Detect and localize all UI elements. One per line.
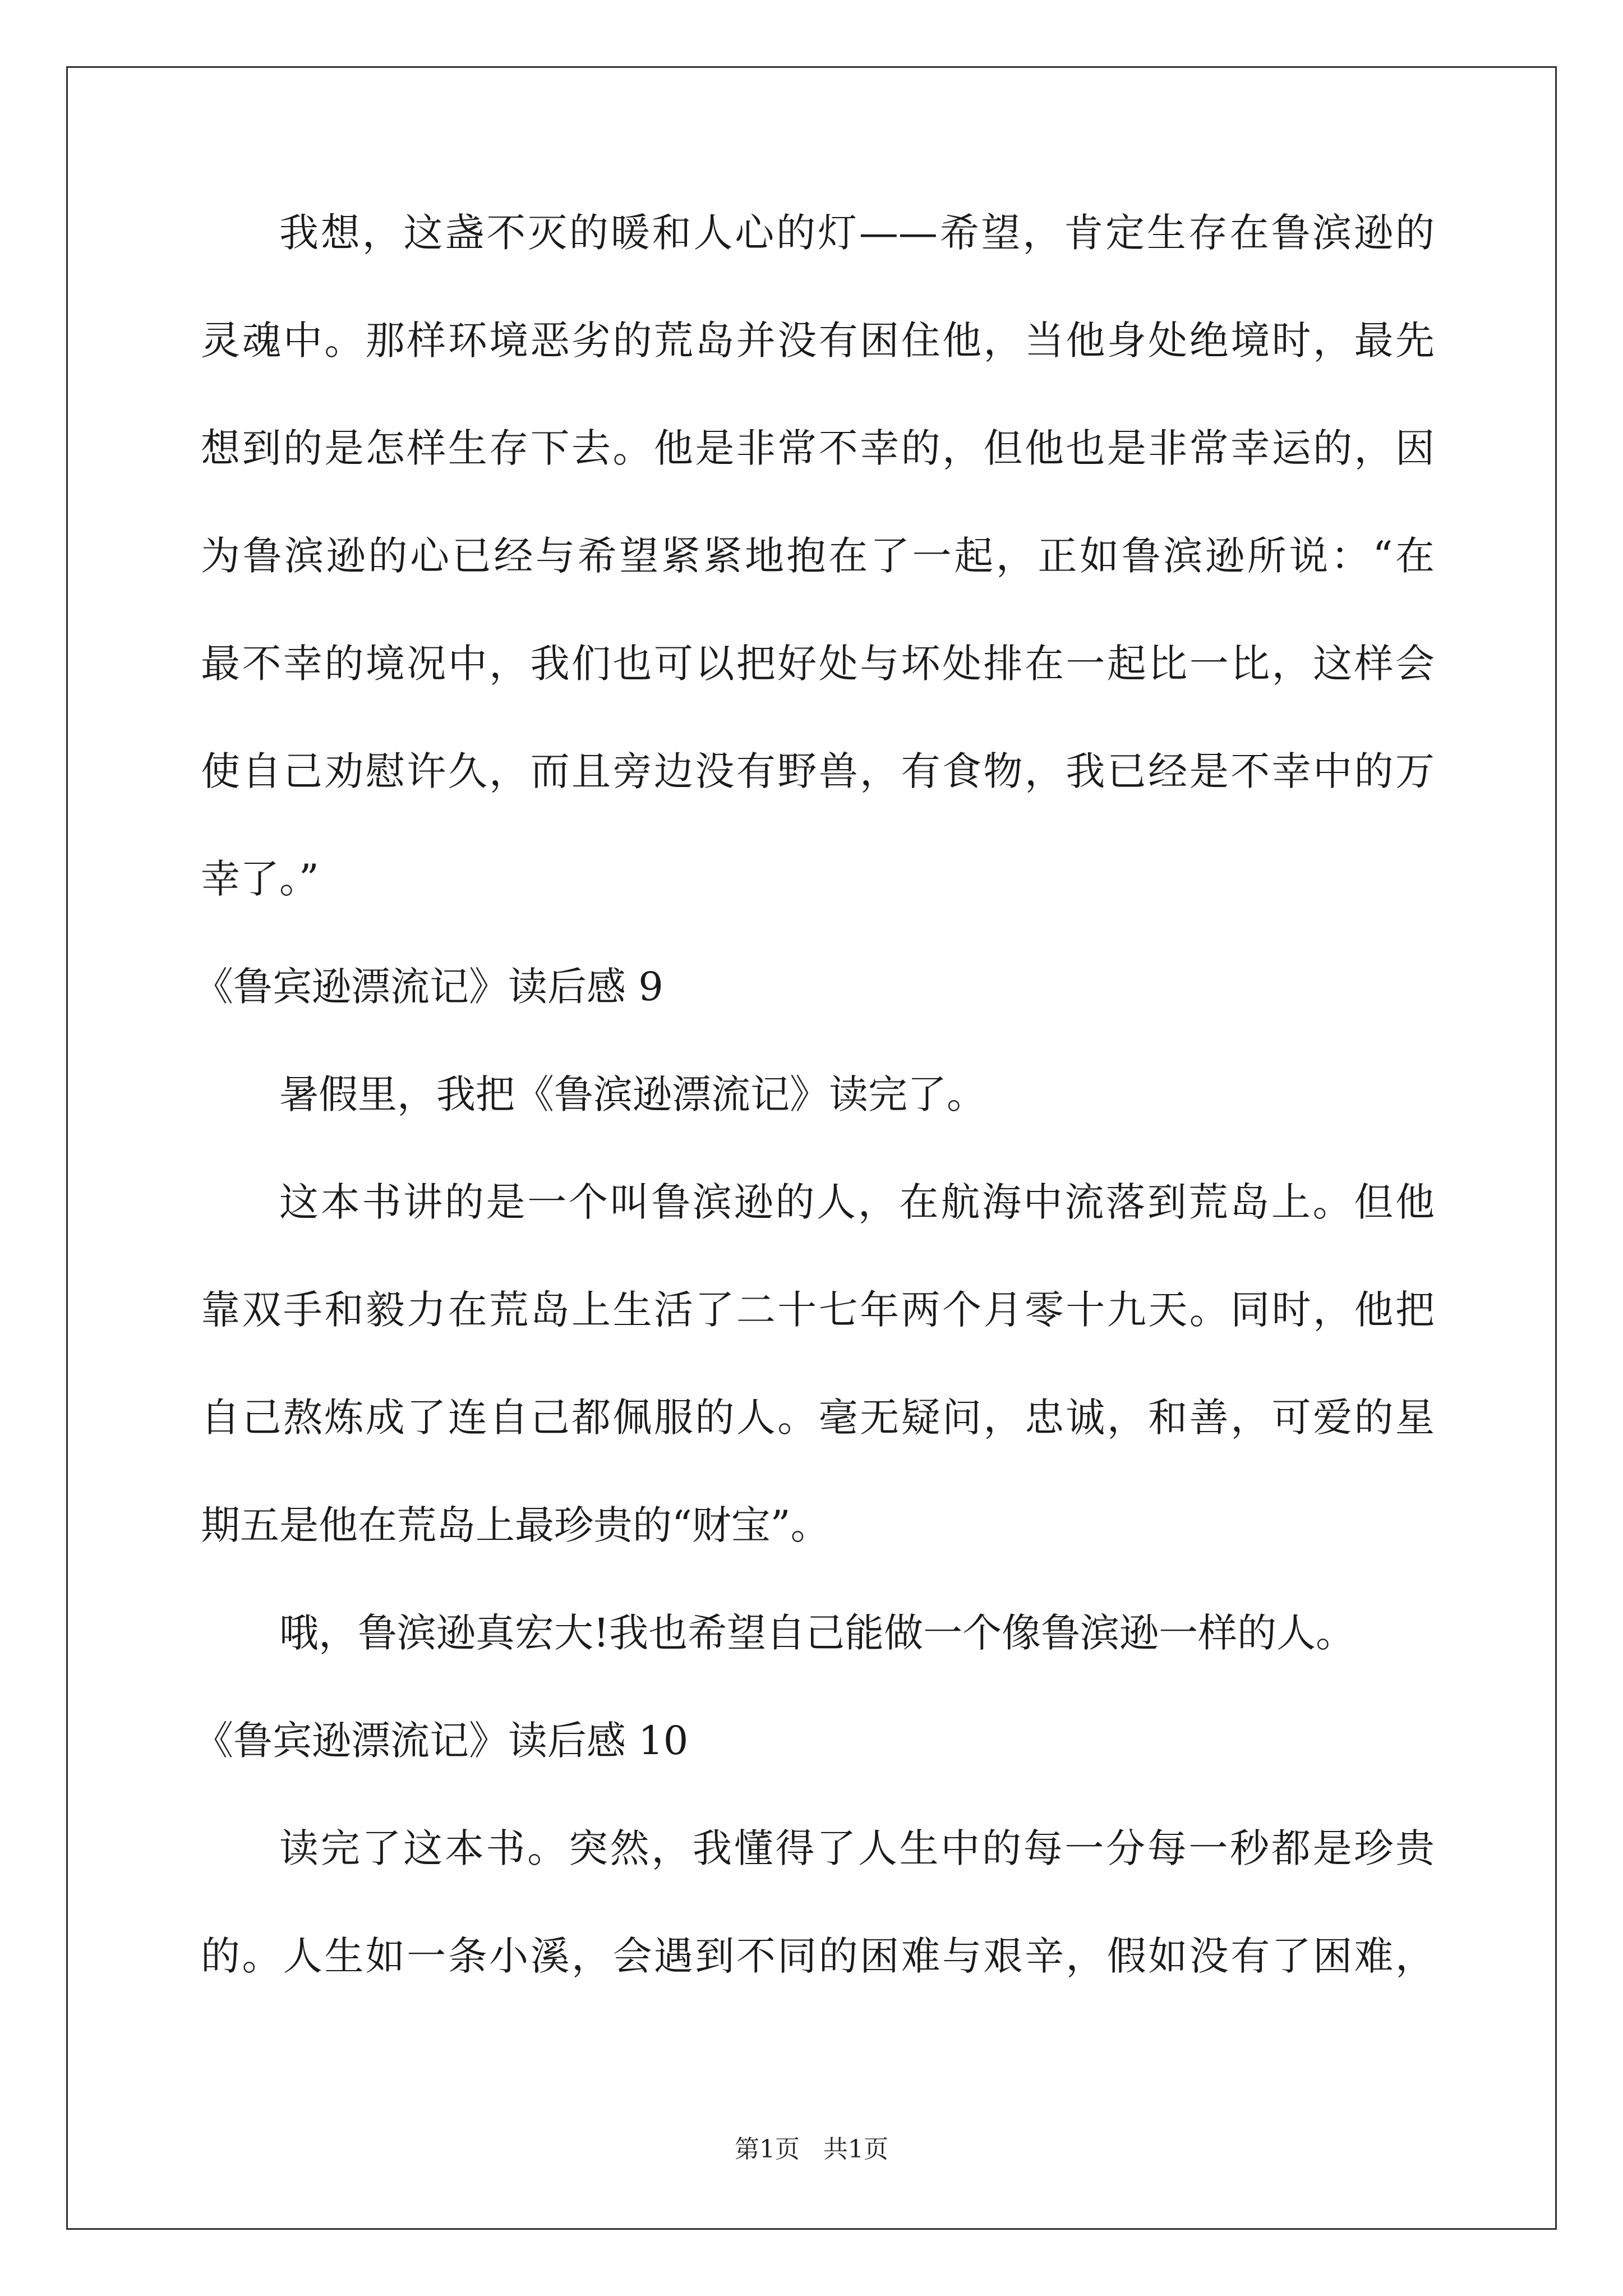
paragraph-line: 最不幸的境况中，我们也可以把好处与坏处排在一起比一比，这样会 xyxy=(201,641,1435,687)
paragraph-line: 的。人生如一条小溪，会遇到不同的困难与艰辛，假如没有了困难， xyxy=(201,1933,1435,1979)
section-heading: 《鲁宾逊漂流记》读后感 9 xyxy=(194,964,663,1010)
page-number: 第1页 xyxy=(735,2135,800,2164)
paragraph-line: 期五是他在荒岛上最珍贵的“财宝”。 xyxy=(201,1502,830,1548)
page-total: 共1页 xyxy=(823,2135,888,2164)
section-heading: 《鲁宾逊漂流记》读后感 10 xyxy=(194,1718,689,1764)
paragraph-line: 暑假里，我把《鲁滨逊漂流记》读完了。 xyxy=(279,1071,986,1117)
paragraph-line: 使自己劝慰许久，而且旁边没有野兽，有食物，我已经是不幸中的万 xyxy=(201,748,1435,794)
page-footer xyxy=(0,2136,1623,2164)
paragraph-line: 这本书讲的是一个叫鲁滨逊的人，在航海中流落到荒岛上。但他 xyxy=(279,1179,1435,1225)
paragraph-line: 灵魂中。那样环境恶劣的荒岛并没有困住他，当他身处绝境时，最先 xyxy=(201,318,1435,364)
paragraph-line: 我想，这盏不灭的暖和人心的灯——希望，肯定生存在鲁滨逊的 xyxy=(279,210,1435,256)
document-body xyxy=(194,210,1435,2044)
paragraph-line: 靠双手和毅力在荒岛上生活了二十七年两个月零十九天。同时，他把 xyxy=(201,1287,1435,1333)
paragraph-line: 想到的是怎样生存下去。他是非常不幸的，但他也是非常幸运的，因 xyxy=(201,425,1435,471)
paragraph-line: 读完了这本书。突然，我懂得了人生中的每一分每一秒都是珍贵 xyxy=(279,1825,1435,1871)
paragraph-line: 哦，鲁滨逊真宏大!我也希望自己能做一个像鲁滨逊一样的人。 xyxy=(279,1610,1355,1656)
paragraph-line: 为鲁滨逊的心已经与希望紧紧地抱在了一起，正如鲁滨逊所说：“在 xyxy=(201,533,1435,579)
paragraph-line: 自己熬炼成了连自己都佩服的人。毫无疑问，忠诚，和善，可爱的星 xyxy=(201,1395,1435,1441)
paragraph-line: 幸了。” xyxy=(201,856,319,902)
